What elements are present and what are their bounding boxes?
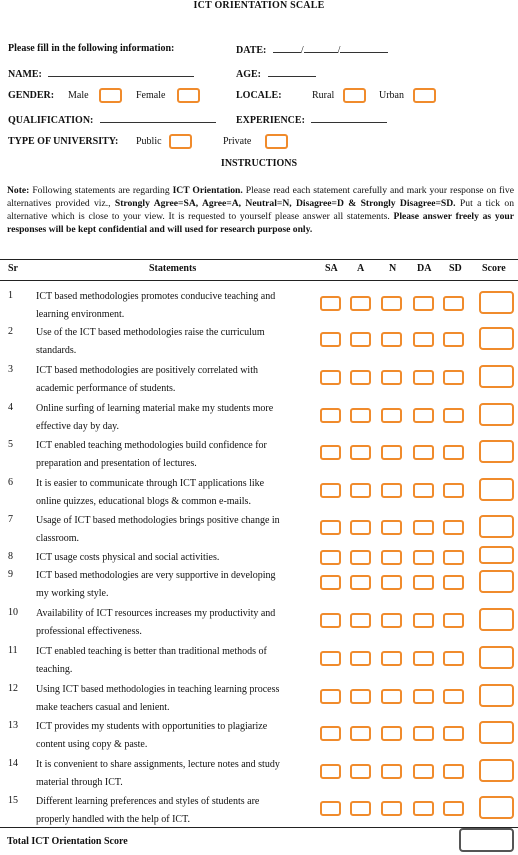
- note-label: Note:: [7, 185, 30, 196]
- locale-rural-label: Rural: [312, 90, 335, 101]
- statement-line: Availability of ICT resources increases my productivity and: [36, 608, 276, 619]
- gender-male-checkbox[interactable]: [99, 88, 122, 103]
- header-sa: SA: [325, 263, 338, 274]
- statement-line: It is convenient to share assignments, lecture notes and study: [36, 759, 280, 770]
- response-checkbox-n[interactable]: [381, 370, 402, 385]
- statement-line: classroom.: [36, 533, 80, 544]
- response-checkbox-sa[interactable]: [320, 764, 341, 779]
- date-month-input[interactable]: [304, 43, 338, 53]
- experience-field: [236, 113, 387, 126]
- statement-line: online quizzes, educational blogs & common e-mails.: [36, 496, 251, 507]
- statement-line: properly handled with the help of ICT.: [36, 814, 190, 825]
- qualification-field: [8, 113, 216, 126]
- statement-line: make teachers casual and lenient.: [36, 702, 170, 713]
- statement-text: [36, 475, 264, 511]
- response-checkbox-a[interactable]: [350, 801, 371, 816]
- response-checkbox-da[interactable]: [413, 575, 434, 590]
- statement-line: material through ICT.: [36, 777, 123, 788]
- response-checkbox-sa[interactable]: [320, 651, 341, 666]
- response-checkbox-da[interactable]: [413, 764, 434, 779]
- response-checkbox-sd[interactable]: [443, 575, 464, 590]
- statement-text: [36, 605, 275, 641]
- page-title: ICT ORIENTATION SCALE: [193, 0, 325, 11]
- response-checkbox-n[interactable]: [381, 445, 402, 460]
- response-checkbox-da[interactable]: [413, 445, 434, 460]
- statement-line: ICT provides my students with opportunities to plagiarize: [36, 721, 268, 732]
- response-checkbox-sa[interactable]: [320, 726, 341, 741]
- response-checkbox-da[interactable]: [413, 801, 434, 816]
- response-checkbox-n[interactable]: [381, 764, 402, 779]
- row-number: 11: [8, 645, 18, 656]
- response-checkbox-sa[interactable]: [320, 445, 341, 460]
- table-header-rule: [0, 280, 518, 281]
- response-checkbox-sd[interactable]: [443, 408, 464, 423]
- response-checkbox-da[interactable]: [413, 332, 434, 347]
- response-checkbox-n[interactable]: [381, 689, 402, 704]
- age-input[interactable]: [268, 67, 316, 77]
- statement-line: standards.: [36, 345, 77, 356]
- statement-text: [36, 400, 273, 436]
- response-checkbox-sa[interactable]: [320, 550, 341, 565]
- age-field: [236, 67, 316, 80]
- gender-female-checkbox[interactable]: [177, 88, 200, 103]
- response-checkbox-sd[interactable]: [443, 332, 464, 347]
- response-checkbox-a[interactable]: [350, 483, 371, 498]
- experience-input[interactable]: [311, 113, 387, 123]
- response-checkbox-a[interactable]: [350, 613, 371, 628]
- score-box[interactable]: [479, 365, 514, 388]
- response-checkbox-a[interactable]: [350, 726, 371, 741]
- score-box[interactable]: [479, 478, 514, 501]
- row-number: 10: [8, 607, 18, 618]
- row-number: 12: [8, 683, 18, 694]
- experience-label: EXPERIENCE:: [236, 115, 305, 126]
- response-checkbox-sa[interactable]: [320, 296, 341, 311]
- row-number: 9: [8, 569, 13, 580]
- statement-text: [36, 567, 275, 603]
- response-checkbox-n[interactable]: [381, 651, 402, 666]
- row-number: 4: [8, 402, 13, 413]
- statement-text: [36, 756, 280, 792]
- response-checkbox-da[interactable]: [413, 408, 434, 423]
- header-sd: SD: [449, 263, 462, 274]
- response-checkbox-a[interactable]: [350, 332, 371, 347]
- statement-line: academic performance of students.: [36, 383, 176, 394]
- gender-male-label: Male: [68, 90, 89, 101]
- score-box[interactable]: [479, 684, 514, 707]
- response-checkbox-sa[interactable]: [320, 483, 341, 498]
- response-checkbox-sa[interactable]: [320, 801, 341, 816]
- response-checkbox-n[interactable]: [381, 801, 402, 816]
- statement-text: [36, 643, 267, 679]
- response-checkbox-sa[interactable]: [320, 332, 341, 347]
- score-box[interactable]: [479, 327, 514, 350]
- row-number: 6: [8, 477, 13, 488]
- response-checkbox-da[interactable]: [413, 520, 434, 535]
- response-checkbox-da[interactable]: [413, 651, 434, 666]
- score-box[interactable]: [479, 440, 514, 463]
- response-checkbox-da[interactable]: [413, 726, 434, 741]
- instructions-note: [7, 184, 514, 236]
- row-number: 8: [8, 551, 13, 562]
- response-checkbox-a[interactable]: [350, 370, 371, 385]
- statement-line: Use of the ICT based methodologies raise the curriculum: [36, 327, 265, 338]
- response-checkbox-a[interactable]: [350, 408, 371, 423]
- statement-line: ICT based methodologies are positively correlated with: [36, 365, 258, 376]
- note-text: Please read each statement carefully and mark your response on five alternatives provided viz.,: [7, 185, 514, 209]
- score-box[interactable]: [479, 721, 514, 744]
- statement-line: ICT enabled teaching methodologies build confidence for: [36, 440, 267, 451]
- response-checkbox-a[interactable]: [350, 575, 371, 590]
- response-checkbox-sd[interactable]: [443, 445, 464, 460]
- response-checkbox-n[interactable]: [381, 483, 402, 498]
- row-number: 15: [8, 795, 18, 806]
- statement-line: effective day by day.: [36, 421, 120, 432]
- response-checkbox-sd[interactable]: [443, 520, 464, 535]
- date-year-input[interactable]: [340, 43, 388, 53]
- response-checkbox-n[interactable]: [381, 296, 402, 311]
- response-checkbox-sa[interactable]: [320, 613, 341, 628]
- row-number: 13: [8, 720, 18, 731]
- response-checkbox-n[interactable]: [381, 332, 402, 347]
- response-checkbox-sa[interactable]: [320, 575, 341, 590]
- note-emphasis: ICT Orientation.: [172, 185, 243, 196]
- date-day-input[interactable]: [273, 43, 301, 53]
- statement-line: content using copy & paste.: [36, 739, 148, 750]
- table-bottom-rule: [0, 827, 518, 828]
- response-checkbox-da[interactable]: [413, 550, 434, 565]
- response-checkbox-a[interactable]: [350, 445, 371, 460]
- header-n: N: [389, 263, 397, 274]
- statement-line: Using ICT based methodologies in teaching learning process: [36, 684, 280, 695]
- response-checkbox-n[interactable]: [381, 613, 402, 628]
- statement-line: ICT based methodologies are very supportive in developing: [36, 570, 276, 581]
- score-box[interactable]: [479, 608, 514, 631]
- score-box[interactable]: [479, 570, 514, 593]
- instructions-heading: INSTRUCTIONS: [220, 158, 298, 169]
- header-da: DA: [417, 263, 432, 274]
- response-checkbox-n[interactable]: [381, 726, 402, 741]
- response-checkbox-n[interactable]: [381, 550, 402, 565]
- statement-line: ICT enabled teaching is better than traditional methods of: [36, 646, 267, 657]
- response-checkbox-n[interactable]: [381, 408, 402, 423]
- statement-text: [36, 324, 265, 360]
- name-input[interactable]: [48, 67, 194, 77]
- university-private-checkbox[interactable]: [265, 134, 288, 149]
- statement-line: ICT usage costs physical and social activities.: [36, 552, 220, 563]
- locale-urban-checkbox[interactable]: [413, 88, 436, 103]
- statement-line: teaching.: [36, 664, 73, 675]
- header-sr: Sr: [8, 263, 18, 274]
- score-box[interactable]: [479, 759, 514, 782]
- statement-line: Usage of ICT based methodologies brings positive change in: [36, 515, 280, 526]
- response-checkbox-da[interactable]: [413, 483, 434, 498]
- response-checkbox-a[interactable]: [350, 764, 371, 779]
- response-checkbox-da[interactable]: [413, 370, 434, 385]
- statement-line: professional effectiveness.: [36, 626, 142, 637]
- statement-text: [36, 437, 267, 473]
- score-box[interactable]: [479, 515, 514, 538]
- score-box[interactable]: [479, 403, 514, 426]
- total-score-label: Total ICT Orientation Score: [7, 836, 128, 847]
- response-checkbox-sa[interactable]: [320, 370, 341, 385]
- score-box[interactable]: [479, 646, 514, 669]
- table-top-rule: [0, 259, 518, 260]
- note-text: Following statements are regarding: [29, 185, 173, 196]
- note-scale-legend: Strongly Agree=SA, Agree=A, Neutral=N, Disagree=D & Strongly Disagree=SD.: [114, 198, 456, 209]
- response-checkbox-sa[interactable]: [320, 689, 341, 704]
- row-number: 1: [8, 290, 13, 301]
- response-checkbox-n[interactable]: [381, 575, 402, 590]
- statement-line: preparation and presentation of lectures.: [36, 458, 197, 469]
- response-checkbox-a[interactable]: [350, 689, 371, 704]
- response-checkbox-sd[interactable]: [443, 764, 464, 779]
- university-label: TYPE OF UNIVERSITY:: [8, 136, 119, 147]
- response-checkbox-sd[interactable]: [443, 613, 464, 628]
- statement-line: It is easier to communicate through ICT applications like: [36, 478, 265, 489]
- header-score: Score: [482, 263, 506, 274]
- statement-text: [36, 793, 259, 829]
- response-checkbox-n[interactable]: [381, 520, 402, 535]
- header-statements: Statements: [149, 263, 197, 274]
- date-separator: /: [300, 45, 304, 56]
- statement-text: [36, 549, 219, 567]
- note-text: Put a tick on alternative which is close to your view. It is requested to yourself please answer all statements.: [7, 198, 514, 222]
- response-checkbox-a[interactable]: [350, 550, 371, 565]
- name-field: [8, 67, 194, 80]
- date-label: DATE:: [236, 45, 267, 56]
- statement-text: [36, 362, 258, 398]
- response-checkbox-da[interactable]: [413, 613, 434, 628]
- university-public-label: Public: [136, 136, 162, 147]
- university-private-label: Private: [223, 136, 252, 147]
- gender-female-label: Female: [136, 90, 166, 101]
- response-checkbox-sa[interactable]: [320, 520, 341, 535]
- total-score-box[interactable]: [459, 828, 514, 852]
- statement-text: [36, 288, 275, 324]
- response-checkbox-sd[interactable]: [443, 296, 464, 311]
- statement-text: [36, 512, 280, 548]
- score-box[interactable]: [479, 796, 514, 819]
- response-checkbox-sa[interactable]: [320, 408, 341, 423]
- fill-prompt: Please fill in the following information:: [8, 43, 175, 54]
- response-checkbox-sd[interactable]: [443, 483, 464, 498]
- response-checkbox-a[interactable]: [350, 296, 371, 311]
- response-checkbox-sd[interactable]: [443, 801, 464, 816]
- response-checkbox-sd[interactable]: [443, 370, 464, 385]
- locale-rural-checkbox[interactable]: [343, 88, 366, 103]
- qualification-input[interactable]: [100, 113, 216, 123]
- name-label: NAME:: [8, 69, 42, 80]
- statement-line: Different learning preferences and styles of students are: [36, 796, 260, 807]
- age-label: AGE:: [236, 69, 261, 80]
- row-number: 14: [8, 758, 18, 769]
- row-number: 2: [8, 326, 13, 337]
- statement-text: [36, 718, 267, 754]
- response-checkbox-da[interactable]: [413, 296, 434, 311]
- response-checkbox-sd[interactable]: [443, 550, 464, 565]
- response-checkbox-da[interactable]: [413, 689, 434, 704]
- date-separator: /: [337, 45, 341, 56]
- university-public-checkbox[interactable]: [169, 134, 192, 149]
- locale-label: LOCALE:: [236, 90, 282, 101]
- statement-line: learning environment.: [36, 309, 125, 320]
- response-checkbox-a[interactable]: [350, 651, 371, 666]
- score-box[interactable]: [479, 546, 514, 564]
- row-number: 5: [8, 439, 13, 450]
- response-checkbox-sd[interactable]: [443, 726, 464, 741]
- statement-line: Online surfing of learning material make my students more: [36, 403, 274, 414]
- locale-urban-label: Urban: [379, 90, 404, 101]
- response-checkbox-a[interactable]: [350, 520, 371, 535]
- score-box[interactable]: [479, 291, 514, 314]
- row-number: 7: [8, 514, 13, 525]
- statement-line: my working style.: [36, 588, 109, 599]
- statement-text: [36, 681, 279, 717]
- gender-label: GENDER:: [8, 90, 55, 101]
- statement-line: ICT based methodologies promotes conducive teaching and: [36, 291, 276, 302]
- note-confidentiality: Please answer freely as your responses will be kept confidential and will used for research purpose only.: [7, 211, 515, 235]
- qualification-label: QUALIFICATION:: [8, 115, 94, 126]
- response-checkbox-sd[interactable]: [443, 689, 464, 704]
- date-field: [236, 43, 388, 56]
- row-number: 3: [8, 364, 13, 375]
- response-checkbox-sd[interactable]: [443, 651, 464, 666]
- header-a: A: [357, 263, 365, 274]
